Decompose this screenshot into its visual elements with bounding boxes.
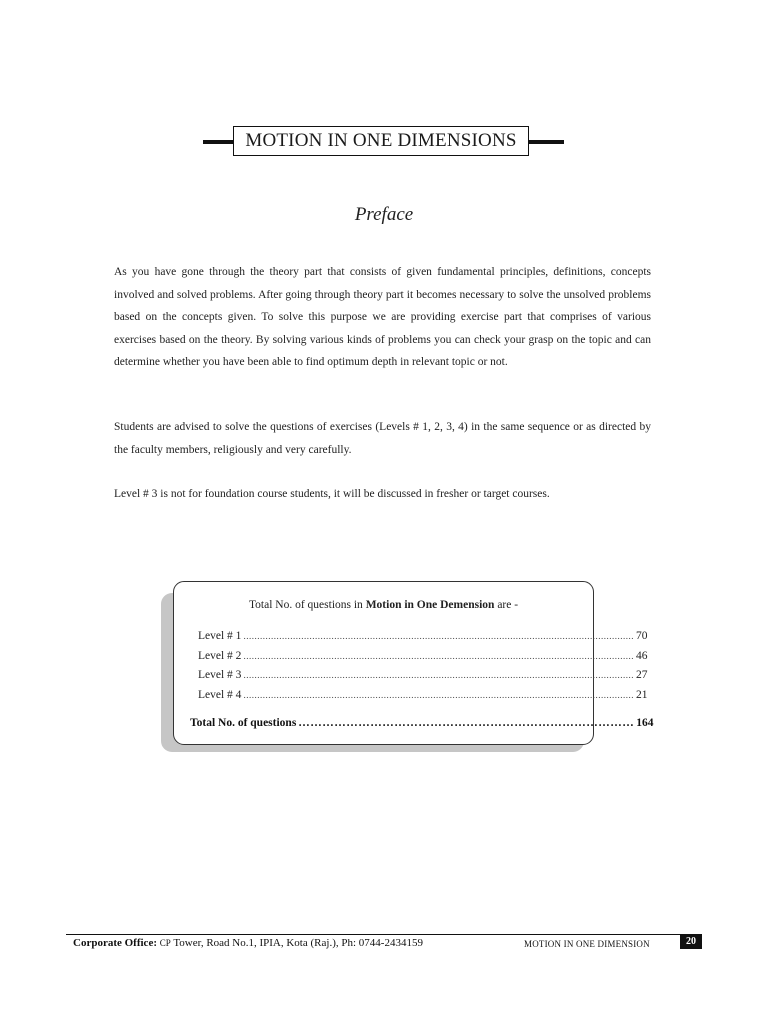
total-value: 164: [636, 717, 654, 729]
dot-leader: ..............................................................................................................................................: [243, 690, 634, 700]
level-count: 46: [635, 650, 648, 662]
footer-chapter: MOTION IN ONE DIMENSION: [524, 939, 650, 949]
level-row: [198, 667, 648, 683]
title-banner: [203, 126, 564, 158]
level-count: 70: [635, 630, 648, 642]
office-cp: CP: [159, 938, 171, 948]
footer-office: [73, 937, 423, 949]
level-row: [198, 648, 648, 664]
question-summary-box: [173, 581, 654, 745]
level-row: [198, 687, 648, 703]
dot-leader: …………………………………………………………………………: [298, 717, 635, 729]
level-label: Level # 2: [198, 650, 242, 662]
title-rule-right: [528, 140, 564, 144]
section-subtitle: Preface: [354, 204, 414, 225]
office-address: Tower, Road No.1, IPIA, Kota (Raj.), Ph: 0744-2434159: [170, 937, 423, 949]
dot-leader: ..............................................................................................................................................: [243, 651, 634, 661]
level-label: Level # 1: [198, 630, 242, 642]
level-count: 27: [635, 669, 648, 681]
summary-heading: [174, 599, 593, 611]
intro-paragraph: As you have gone through the theory part that consists of given fundamental principles, definitions, concepts involved and solved problems. After going through theory part it becomes necessary to solve the unsolved problems based on the concepts given. To solve this purpose we are providing exercise part that comprises of various exercises based on the theory. By solving various kinds of problems you can check your grasp on the topic and can determine whether you have been able to find optimum depth in relevant topic or not.: [114, 266, 651, 369]
level-row: [198, 628, 648, 644]
advice-paragraph: Students are advised to solve the questions of exercises (Levels # 1, 2, 3, 4) in the same sequence or as directed by the faculty members, religiously and very carefully.: [114, 421, 651, 456]
total-label: Total No. of questions: [190, 717, 297, 729]
summary-heading-prefix: Total No. of questions in: [248, 599, 366, 611]
total-questions-row: [190, 717, 654, 729]
level-note-paragraph: Level # 3 is not for foundation course students, it will be discussed in fresher or target courses.: [114, 488, 550, 500]
summary-heading-suffix: are -: [494, 599, 519, 611]
level-label: Level # 4: [198, 689, 242, 701]
page-title: MOTION IN ONE DIMENSIONS: [233, 126, 529, 156]
title-rule-left: [203, 140, 235, 144]
footer-rule: [66, 934, 702, 935]
dot-leader: ..............................................................................................................................................: [243, 631, 634, 641]
page-number: 20: [680, 935, 702, 949]
dot-leader: ..............................................................................................................................................: [243, 670, 634, 680]
level-label: Level # 3: [198, 669, 242, 681]
office-label: Corporate Office:: [73, 937, 157, 949]
summary-heading-topic: Motion in One Demension: [365, 599, 495, 611]
level-count: 21: [635, 689, 648, 701]
